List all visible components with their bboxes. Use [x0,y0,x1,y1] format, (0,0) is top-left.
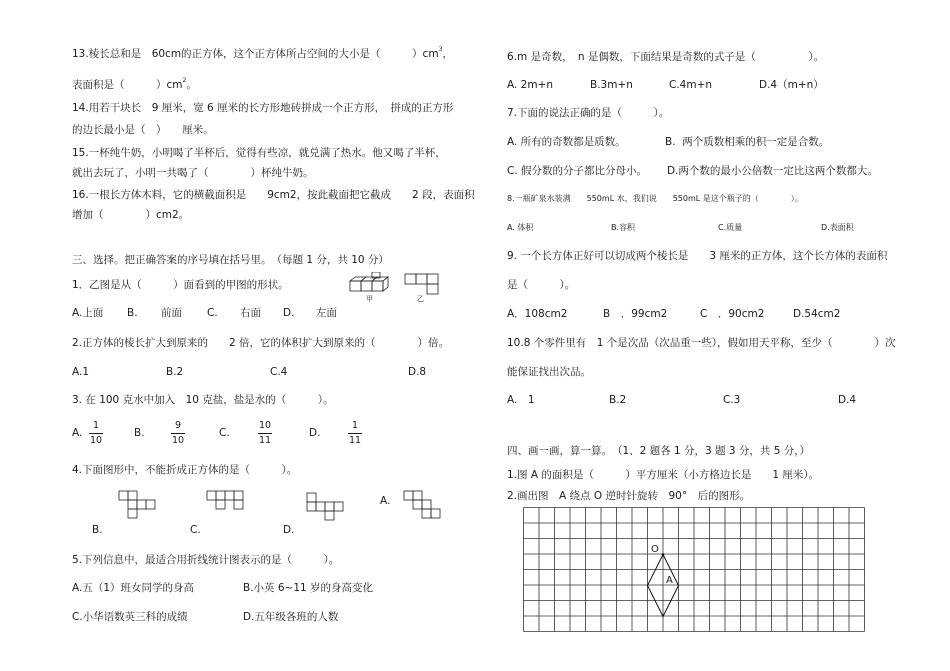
point-o [662,553,665,556]
s7-option-a: A. 所有的奇数都是质数。 [507,136,626,148]
q16-line2: 增加（ ）cm2。 [72,209,190,221]
s4-label-a: A. [380,495,391,507]
s3-option-d-letter: D. [309,427,321,439]
s4-label-d: D. [283,524,295,536]
s5-option-d: D.五年级各班的人数 [243,611,339,623]
s1-option-c-text: 右面 [240,307,261,319]
cube-net-a [403,490,443,522]
q13-superscript-2: 2 [182,77,187,84]
s9-line2: 是（ ）。 [507,279,576,291]
s6-option-a: A. 2m+n [507,79,554,91]
s3-fraction-c [258,421,272,445]
s7-option-b: B. 两个质数相乘的积一定是合数。 [665,136,830,148]
s9-option-b: B ．99cm2 [603,308,668,320]
square-grid [523,507,870,635]
fraction-bar [258,433,272,434]
q15-line2: 就出去玩了，小明一共喝了（ ）杯纯牛奶。 [72,167,314,179]
s1-option-b-text: 前面 [161,307,182,319]
d1-question: 1.图 A 的面积是（ ）平方厘米（小方格边长是 1 厘米）。 [507,469,820,481]
fraction-numerator: 1 [351,420,359,431]
s5-question: 5.下列信息中，最适合用折线统计图表示的是（ ）。 [72,554,340,566]
section-3-heading: 三、选择。把正确答案的序号填在括号里。 （每题 1 分，共 10 分） [72,254,389,266]
s5-option-a: A.五（1）班女同学的身高 [72,582,195,594]
figure-yi-label: 乙 [417,295,424,303]
fraction-numerator: 1 [92,420,100,431]
section-4-heading: 四、画一画，算一算。 （1、2 题各 1 分，3 题 3 分，共 5 分，） [507,445,811,457]
cube-net-c [206,490,250,522]
s6-option-c: C.4m+n [669,79,713,91]
s2-option-c: C.4 [270,366,288,378]
fraction-denominator: 10 [89,434,103,446]
s9-option-a: A．108cm2 [507,308,568,320]
s8-option-b: B.容积 [611,223,636,232]
s2-option-d: D.8 [408,366,427,378]
q16-line1: 16.一根长方体木料，它的横截面积是 9cm2，按此截面把它截成 2 段，表面积 [72,189,475,201]
s3-fraction-b [171,421,185,445]
q14-line2: 的边长最小是（ ） 厘米。 [72,124,214,136]
s5-option-c: C.小华语数英三科的成绩 [72,611,188,623]
s2-option-a: A.1 [72,366,90,378]
figure-yi-shape [403,273,443,297]
d2-question: 2.画出图 A 绕点 O 逆时针旋转 90° 后的图形。 [507,490,751,502]
q13-comma: ， [442,48,453,60]
fraction-bar [348,433,362,434]
s4-label-c: C. [190,524,201,536]
s3-fraction-a [89,421,103,445]
s1-question: 1．乙图是从（ ）面看到的甲图的形状。 [72,279,289,291]
s1-option-d-letter: D. [283,307,295,319]
cube-net-b [118,490,158,522]
s8-option-a: A. 体积 [507,223,534,232]
s3-question: 3. 在 100 克水中加入 10 克盐，盐是水的（ ）。 [72,394,334,406]
s6-option-d: D.4（m+n） [759,79,824,91]
s1-option-d-text: 左面 [316,307,337,319]
s1-option-a: A.上面 [72,307,104,319]
fraction-denominator: 11 [348,434,362,446]
s7-option-d: D.两个数的最小公倍数一定比这两个数都大。 [667,165,878,177]
label-shape-a: A [666,575,673,586]
figure-jia-label: 甲 [366,295,373,303]
s8-option-d: D.表面积 [821,223,854,232]
s9-line1: 9. 一个长方体正好可以切成两个棱长是 3 厘米的正方体，这个长方体的表面积 [507,250,888,262]
s10-option-b: B.2 [609,394,627,406]
s6-question: 6.m 是奇数， n 是偶数，下面结果是奇数的式子是（ ）。 [507,51,825,63]
s7-option-c: C. 假分数的分子都比分母小。 [507,165,648,177]
s3-option-c-letter: C. [219,427,230,439]
s9-option-d: D.54cm2 [793,308,841,320]
s10-line2: 能保证找出次品。 [507,366,591,378]
s8-question: 8.一瓶矿泉水装满 550mL 水，我们说 550mL 是这个瓶子的（ ）。 [507,194,803,203]
s10-option-c: C.3 [723,394,741,406]
s3-fraction-d [348,421,362,445]
s10-option-d: D.4 [838,394,857,406]
s10-line1: 10.8 个零件里有 1 个是次品（次品重一些），假如用天平称，至少（ ）次 [507,337,896,349]
s4-question: 4.下面图形中，不能折成正方体的是（ ）。 [72,464,298,476]
s9-option-c: C ．90cm2 [700,308,765,320]
s3-option-b-letter: B. [134,427,145,439]
label-point-o: O [651,544,659,555]
fraction-denominator: 11 [258,434,272,446]
s7-question: 7.下面的说法正确的是（ ）。 [507,107,670,119]
s2-option-b: B.2 [166,366,184,378]
q13-line1 [72,46,453,60]
q13-text-b: 表面积是（ ）cm [72,79,183,91]
s10-option-a: A. 1 [507,394,535,406]
s5-option-b: B.小英 6~11 岁的身高变化 [243,582,374,594]
q13-period: 。 [186,79,197,91]
q14-line1: 14.用若干块长 9 厘米，宽 6 厘米的长方形地砖拼成一个正方形， 拼成的正方形 [72,102,454,114]
s1-option-b-letter: B. [127,307,138,319]
fraction-numerator: 9 [174,420,182,431]
q13-superscript: 3 [438,46,443,53]
s6-option-b: B.3m+n [590,79,633,91]
cube-net-d [306,492,348,524]
s1-option-c-letter: C. [207,307,218,319]
q13-text-a: 13.棱长总和是 60cm的正方体，这个正方体所占空间的大小是（ ）cm [72,48,439,60]
fraction-numerator: 10 [258,420,272,431]
fraction-denominator: 10 [171,434,185,446]
q15-line1: 15.一杯纯牛奶，小明喝了半杯后，觉得有些凉，就兑满了热水。他又喝了半杯， [72,147,446,159]
fraction-bar [171,433,185,434]
fraction-bar [89,433,103,434]
s3-option-a-letter: A. [72,427,83,439]
q13-line2 [72,77,197,91]
s4-label-b: B. [92,524,103,536]
s2-question: 2.正方体的棱长扩大到原来的 2 倍，它的体积扩大到原来的（ ）倍。 [72,337,450,349]
s8-option-c: C.质量 [718,223,743,232]
